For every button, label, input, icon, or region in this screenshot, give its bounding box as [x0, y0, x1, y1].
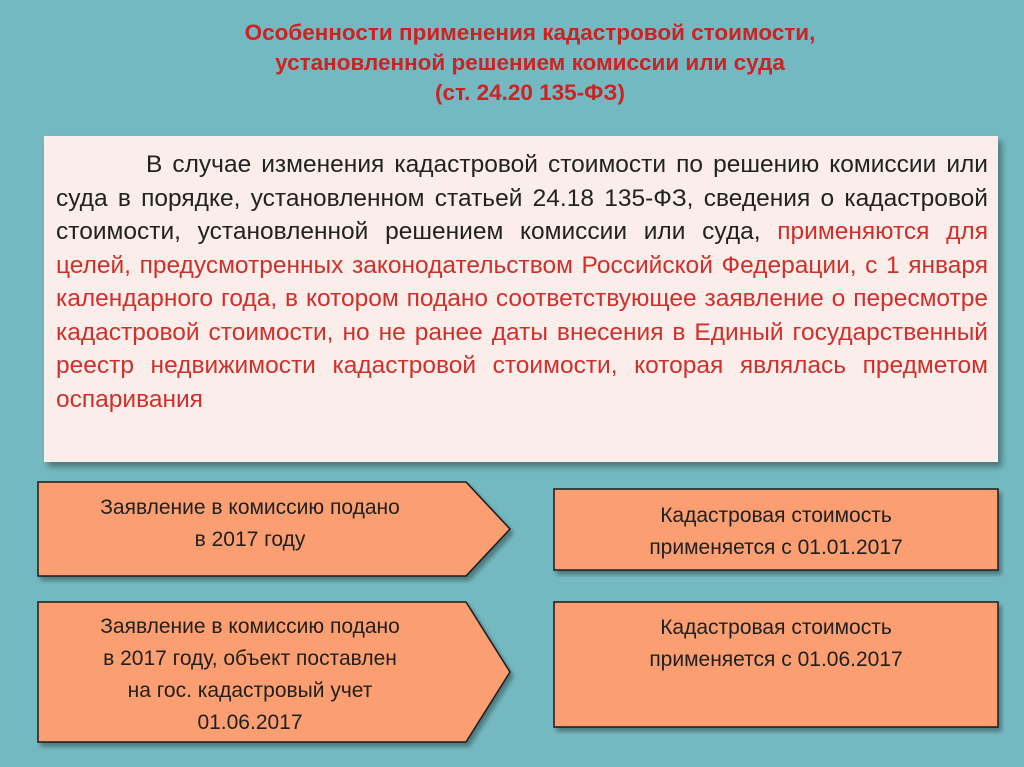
- condition-text-1: [40, 492, 460, 556]
- condition-2-line-3: на гос. кадастровый учет: [127, 679, 373, 702]
- condition-text-2: [40, 611, 460, 739]
- title-line-1: Особенности применения кадастровой стоимости,: [244, 20, 816, 45]
- title-line-3: (ст. 24.20 135-ФЗ): [435, 80, 625, 105]
- condition-2-line-2: в 2017 году, объект поставлен: [103, 647, 397, 670]
- slide-title: [140, 18, 920, 108]
- condition-2-line-1: Заявление в комиссию подано: [100, 615, 400, 638]
- condition-2-line-4: 01.06.2017: [197, 711, 303, 734]
- condition-1-line-1: Заявление в комиссию подано: [100, 496, 400, 519]
- result-1-line-1: Кадастровая стоимость: [660, 504, 892, 527]
- result-2-line-2: применяется с 01.06.2017: [649, 648, 903, 671]
- condition-1-line-2: в 2017 году: [194, 528, 306, 551]
- main-text-highlight: применяются для целей, предусмотренных законодательством Российской Федерации, с 1 января календарного года, в котором подано соответствующее заявление о пересмотре кадастровой стоимости, но не ранее даты внесения в Единый государственный реестр недвижимости кадастровой стоимости, которая являлась предметом оспаривания: [56, 218, 988, 413]
- main-text-panel: [44, 136, 998, 462]
- result-2-line-1: Кадастровая стоимость: [660, 616, 892, 639]
- result-text-1: [556, 500, 996, 564]
- result-1-line-2: применяется с 01.01.2017: [649, 536, 903, 559]
- result-text-2: [556, 612, 996, 676]
- title-line-2: установленной решением комиссии или суда: [275, 50, 785, 75]
- main-text-plain: В случае изменения кадастровой стоимости по решению комиссии или суда в порядке, установленном статьей 24.18 135-ФЗ, сведения о кадастровой стоимости, установленной решением комиссии или суда,: [56, 151, 988, 245]
